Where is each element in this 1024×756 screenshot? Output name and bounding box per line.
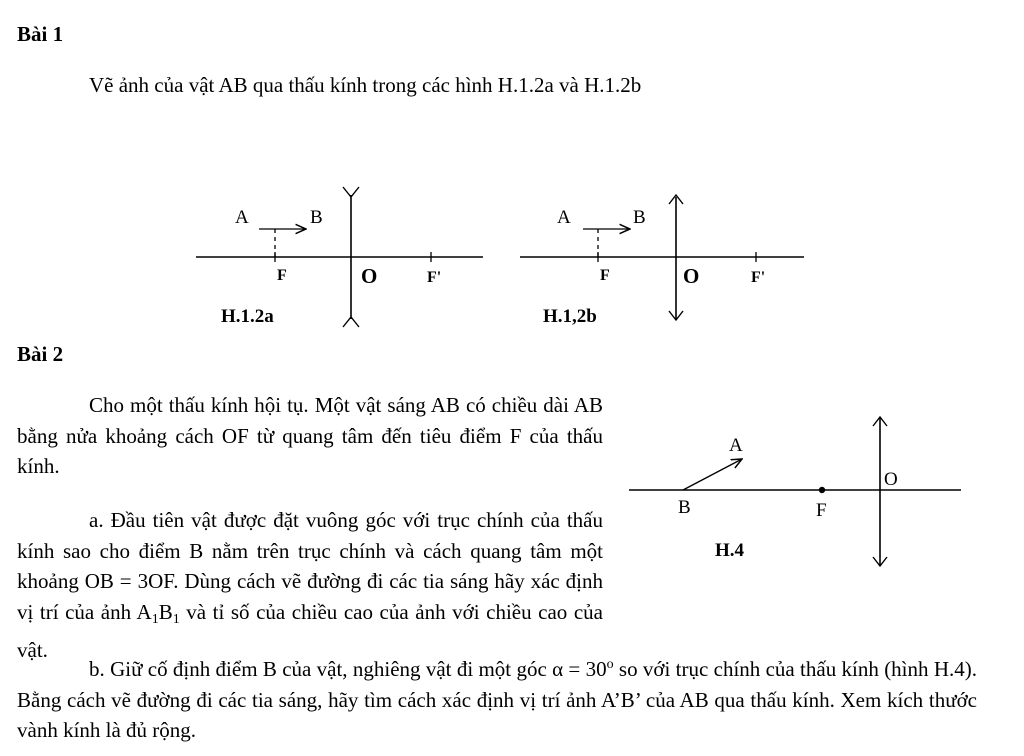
subscript-1-a: 1 [151,611,159,627]
h12b-caption: H.1,2b [543,306,597,327]
figure-h12b [520,195,804,327]
bai2-part-b-text: b. Giữ cố định điểm B của vật, nghiêng vật đi một góc α = 30 [89,657,607,681]
bai2-part-a-tail: và tỉ số của chiều cao của ảnh với chiều cao của vật. [17,599,603,662]
bai2-part-a [17,505,603,666]
h4-label-a: A [729,435,743,456]
h4-label-f: F [816,500,827,521]
bai2-intro [17,390,603,482]
h4-caption: H.4 [715,540,745,561]
subscript-1-b: 1 [172,611,180,627]
h4-focus-point [819,487,825,493]
h12a-label-f: F [277,267,287,284]
bai2-part-b [17,650,977,746]
bai2-part-b-tail: so với trục chính của thấu kính (hình H.4). Bằng cách vẽ đường đi các tia sáng, hãy tìm cách xác định vị trí ảnh A’B’ của AB qua thấu kính. Xem kích thước vành kính là đủ rộng. [17,657,977,742]
h4-label-o: O [884,469,898,490]
bai2-part-a-text: a. Đầu tiên vật được đặt vuông góc với trục chính của thấu kính sao cho điểm B nằm trên trục chính và cách quang tâm một khoảng OB = 3OF. Dùng cách vẽ đường đi các tia sáng hãy xác định vị trí của ảnh A [17,508,603,624]
degree-superscript: o [606,657,614,672]
h12b-label-f-prime: F' [751,269,766,286]
h12b-label-o: O [683,264,700,288]
h12a-label-o: O [361,264,378,288]
bai1-instruction: Vẽ ảnh của vật AB qua thấu kính trong các hình H.1.2a và H.1.2b [89,73,642,97]
h12b-label-f: F [600,267,610,284]
letter-b: B [158,599,173,624]
h12a-caption: H.1.2a [221,306,274,327]
h12b-label-a: A [557,207,571,228]
bai2-intro-text: Cho một thấu kính hội tụ. Một vật sáng AB có chiều dài AB bằng nửa khoảng cách OF từ quang tâm đến tiêu điểm F của thấu kính. [17,393,603,478]
h12a-label-f-prime: F' [427,269,442,286]
figure-h12a [196,187,483,327]
bai1-title: Bài 1 [17,22,64,46]
figure-h4 [629,417,961,566]
h4-object-ab [683,459,742,490]
h12a-label-a: A [235,207,249,228]
h4-label-b: B [678,497,691,518]
bai2-title: Bài 2 [17,342,64,366]
h12a-label-b: B [310,207,323,228]
h12b-label-b: B [633,207,646,228]
